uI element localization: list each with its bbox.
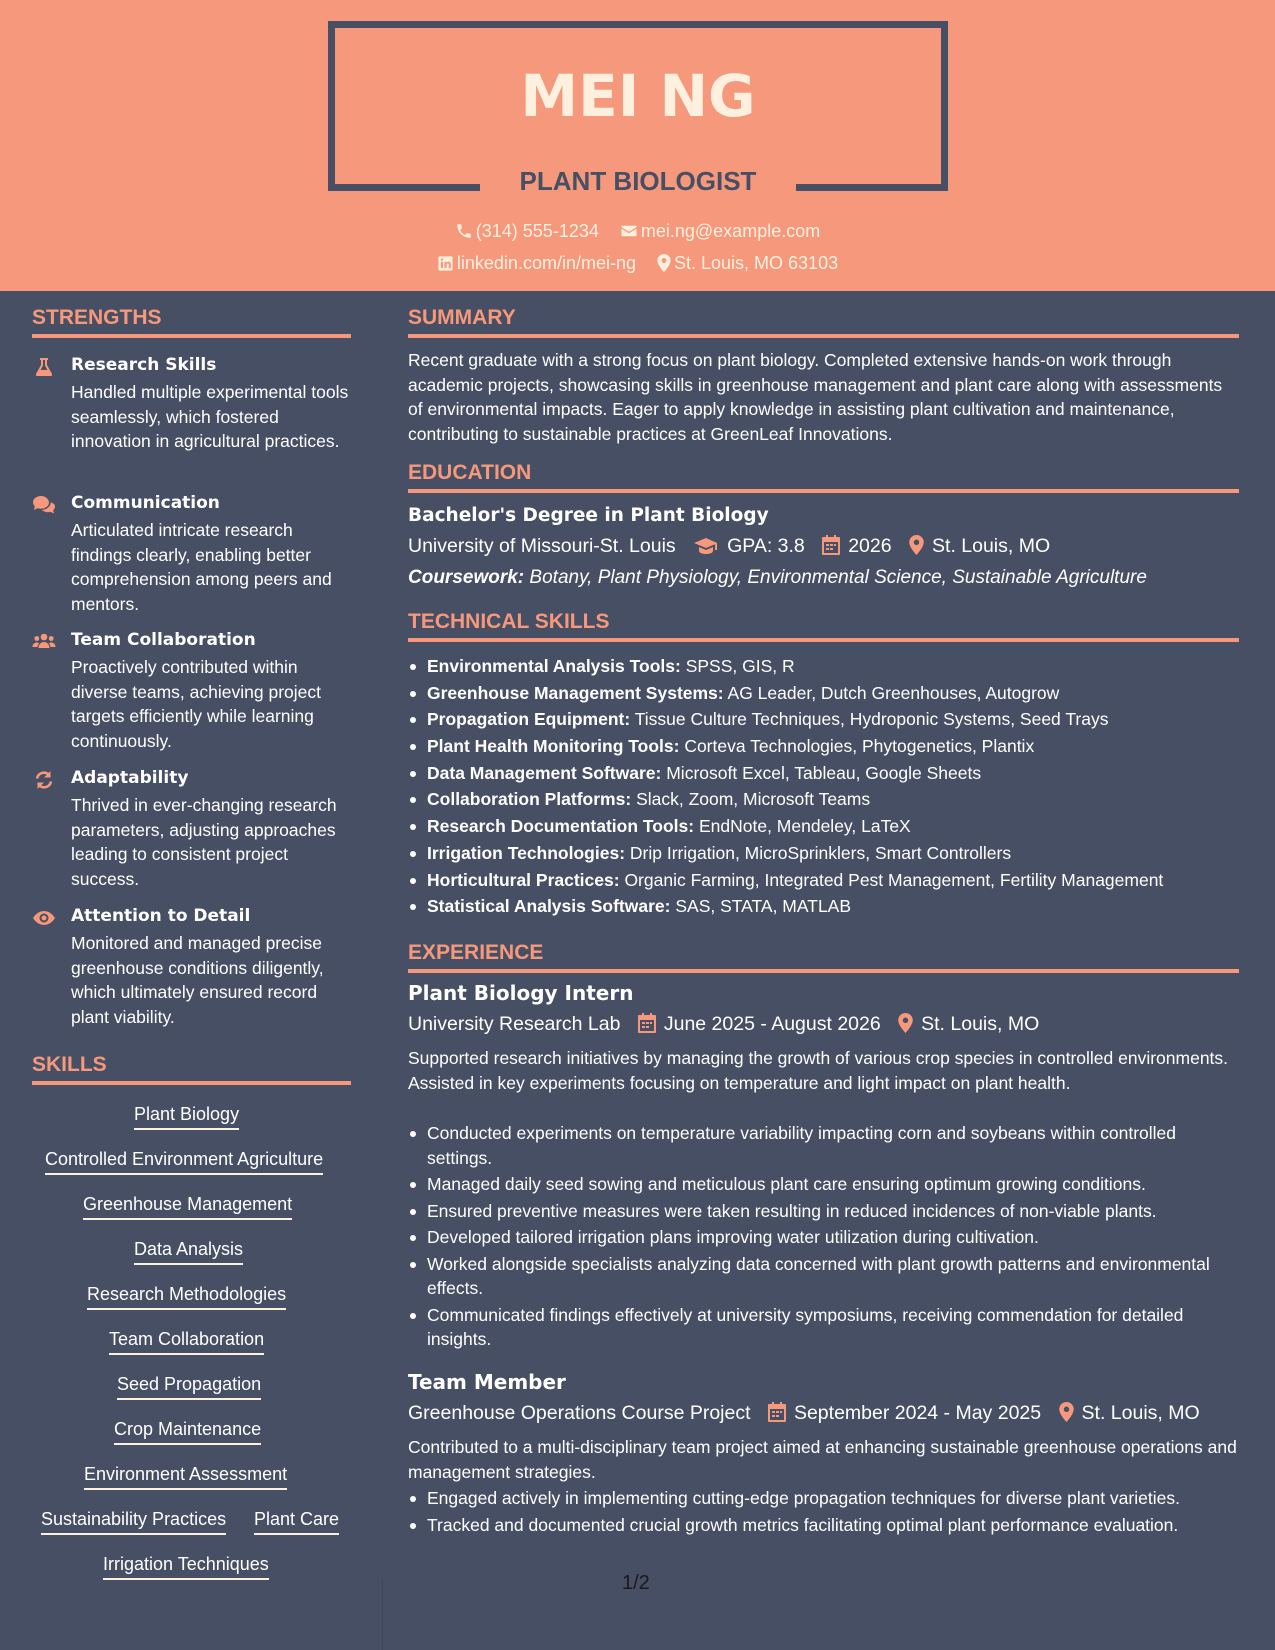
- strength-title: Adaptability: [71, 768, 189, 788]
- graduation-year: [822, 535, 891, 558]
- skill-category: Collaboration Platforms:: [427, 789, 632, 810]
- strengths-heading: STRENGTHS: [32, 306, 351, 338]
- contact-row-2: [0, 253, 1275, 274]
- skill-tag: Sustainability Practices: [41, 1509, 226, 1535]
- resume-header: [0, 0, 1275, 291]
- calendar-icon: [768, 1402, 786, 1422]
- list-item: [408, 814, 1242, 839]
- education-meta: [408, 535, 1062, 558]
- location-text: St. Louis, MO: [932, 535, 1051, 557]
- job-title: Plant Biology Intern: [408, 981, 634, 1005]
- skill-tag: Environment Assessment: [84, 1464, 287, 1490]
- education-heading: EDUCATION: [408, 461, 1239, 493]
- strength-desc: Articulated intricate research findings clearly, enabling better comprehension among peers and mentors.: [71, 520, 332, 614]
- contact-row-1: [0, 221, 1275, 242]
- list-item: [408, 841, 1242, 866]
- job-description: Supported research initiatives by managing the growth of various crop species in controlled environments. Assisted in key experiments focusing on temperature and light impact on plant health.: [408, 1048, 1229, 1093]
- skill-category: Horticultural Practices:: [427, 869, 620, 890]
- gpa-text: GPA: 3.8: [727, 535, 805, 557]
- strength-desc: Thrived in ever-changing research parameters, adjusting approaches leading to consistent project success.: [71, 795, 337, 889]
- skill-values: Microsoft Excel, Tableau, Google Sheets: [666, 762, 982, 783]
- linkedin-icon: [437, 255, 454, 272]
- degree-title: Bachelor's Degree in Plant Biology: [408, 505, 769, 526]
- job-dates: [638, 1013, 881, 1036]
- coursework-text: Botany, Plant Physiology, Environmental Science, Sustainable Agriculture: [529, 567, 1147, 588]
- skill-values: SAS, STATA, MATLAB: [675, 896, 852, 917]
- skill-tag: Team Collaboration: [109, 1329, 264, 1355]
- experience-heading: EXPERIENCE: [408, 941, 1239, 973]
- skill-category: Plant Health Monitoring Tools:: [427, 736, 680, 757]
- skill-values: Organic Farming, Integrated Pest Management, Fertility Management: [624, 869, 1164, 890]
- phone-icon: [455, 222, 473, 240]
- comments-icon: [32, 495, 56, 515]
- column-divider: [382, 1578, 383, 1650]
- skill-values: EndNote, Mendeley, LaTeX: [698, 816, 911, 837]
- eye-icon: [32, 908, 56, 928]
- strength-desc: Proactively contributed within diverse teams, achieving project targets efficiently while learning continuously.: [71, 657, 321, 751]
- strength-desc: Monitored and managed precise greenhouse conditions diligently, which ultimately ensured record plant viability.: [71, 933, 324, 1027]
- list-item: [408, 681, 1242, 706]
- coursework-label: Coursework:: [408, 567, 525, 588]
- skill-tag: Greenhouse Management: [83, 1194, 292, 1220]
- skill-values: Drip Irrigation, MicroSprinklers, Smart Controllers: [629, 842, 1012, 863]
- skill-tag: Plant Care: [254, 1509, 339, 1535]
- candidate-name: MEI NG: [520, 62, 756, 130]
- phone-text: (314) 555-1234: [475, 221, 599, 241]
- list-item: [408, 868, 1242, 893]
- skill-tag: Irrigation Techniques: [103, 1554, 269, 1580]
- list-item: Developed tailored irrigation plans improving water utilization during cultivation.: [408, 1225, 1242, 1250]
- summary-heading: SUMMARY: [408, 306, 1239, 338]
- candidate-title: PLANT BIOLOGIST: [519, 166, 757, 196]
- dates-text: September 2024 - May 2025: [793, 1402, 1042, 1424]
- map-marker-icon: [1059, 1402, 1074, 1422]
- strength-title: Communication: [71, 493, 220, 513]
- strength-title: Attention to Detail: [71, 906, 251, 926]
- list-item: Tracked and documented crucial growth metrics facilitating optimal plant performance evaluation.: [408, 1513, 1242, 1538]
- job-description: Contributed to a multi-disciplinary team project aimed at enhancing sustainable greenhouse operations and management strategies.: [408, 1437, 1237, 1482]
- strength-desc: Handled multiple experimental tools seamlessly, which fostered innovation in agricultural practices.: [71, 382, 349, 451]
- dates-text: June 2025 - August 2026: [663, 1013, 881, 1035]
- job-location: [1059, 1402, 1200, 1425]
- strength-title: Team Collaboration: [71, 630, 256, 650]
- sync-icon: [32, 770, 56, 790]
- list-item: Conducted experiments on temperature variability impacting corn and soybeans within controlled settings.: [408, 1121, 1242, 1170]
- location-text: St. Louis, MO: [1081, 1402, 1200, 1424]
- map-marker-icon: [657, 254, 671, 272]
- gpa: [693, 535, 805, 558]
- map-marker-icon: [909, 535, 924, 555]
- skill-tag: Controlled Environment Agriculture: [45, 1149, 323, 1175]
- skill-category: Greenhouse Management Systems:: [427, 682, 724, 703]
- skill-tag: Research Methodologies: [87, 1284, 286, 1310]
- skill-values: Corteva Technologies, Phytogenetics, Plantix: [684, 736, 1035, 757]
- contact-phone[interactable]: [455, 221, 599, 242]
- email-text: mei.ng@example.com: [640, 221, 821, 241]
- list-item: Ensured preventive measures were taken resulting in reduced incidences of non-viable plants.: [408, 1199, 1242, 1224]
- location-text: St. Louis, MO: [921, 1013, 1040, 1035]
- skill-tag: Crop Maintenance: [114, 1419, 261, 1445]
- job-bullets: [408, 1486, 1242, 1539]
- skill-category: Statistical Analysis Software:: [427, 896, 671, 917]
- list-item: [408, 654, 1242, 679]
- skill-values: Slack, Zoom, Microsoft Teams: [636, 789, 871, 810]
- job-org: Greenhouse Operations Course Project: [408, 1402, 751, 1424]
- graduation-cap-icon: [693, 537, 719, 555]
- skill-tag: Data Analysis: [134, 1239, 243, 1265]
- envelope-icon: [620, 222, 638, 240]
- list-item: Managed daily seed sowing and meticulous plant care ensuring optimum growing conditions.: [408, 1172, 1242, 1197]
- technical-skills-heading: TECHNICAL SKILLS: [408, 610, 1239, 642]
- skill-values: Tissue Culture Techniques, Hydroponic Systems, Seed Trays: [634, 709, 1109, 730]
- technical-skills-list: [408, 654, 1242, 921]
- linkedin-text: linkedin.com/in/mei-ng: [456, 253, 636, 273]
- skill-values: AG Leader, Dutch Greenhouses, Autogrow: [727, 682, 1060, 703]
- contact-linkedin[interactable]: [437, 253, 636, 274]
- job-title: Team Member: [408, 1370, 566, 1394]
- job-bullets: [408, 1121, 1242, 1354]
- map-marker-icon: [898, 1013, 913, 1033]
- list-item: Communicated findings effectively at university symposiums, receiving commendation for detailed insights.: [408, 1303, 1242, 1352]
- flask-icon: [32, 357, 56, 377]
- coursework: [408, 567, 1147, 589]
- skills-heading: SKILLS: [32, 1053, 351, 1085]
- list-item: [408, 761, 1242, 786]
- contact-email[interactable]: [620, 221, 820, 242]
- list-item: [408, 787, 1242, 812]
- list-item: Worked alongside specialists analyzing data concerned with plant growth patterns and environmental effects.: [408, 1252, 1242, 1301]
- skill-category: Environmental Analysis Tools:: [427, 656, 681, 676]
- job-location: [898, 1013, 1039, 1036]
- summary-text: Recent graduate with a strong focus on plant biology. Completed extensive hands-on work through academic projects, showcasing skills in greenhouse management and plant care along with assessments of environmental impacts. Eager to apply knowledge in assisting plant cultivation and maintenance, contributing to sustainable practices at GreenLeaf Innovations.: [408, 350, 1223, 444]
- list-item: [408, 894, 1242, 919]
- list-item: [408, 707, 1242, 732]
- skill-values: SPSS, GIS, R: [685, 656, 795, 676]
- job-dates: [768, 1402, 1041, 1425]
- skill-category: Data Management Software:: [427, 762, 662, 783]
- year-text: 2026: [848, 535, 892, 557]
- job-meta: [408, 1013, 1051, 1036]
- calendar-icon: [822, 535, 840, 555]
- list-item: Engaged actively in implementing cutting-edge propagation techniques for diverse plant varieties.: [408, 1486, 1242, 1511]
- school-name: University of Missouri-St. Louis: [408, 535, 676, 557]
- skill-tag: Plant Biology: [134, 1104, 239, 1130]
- location-text: St. Louis, MO 63103: [674, 253, 839, 273]
- users-icon: [32, 632, 56, 652]
- calendar-icon: [638, 1013, 656, 1033]
- skill-category: Irrigation Technologies:: [427, 842, 626, 863]
- job-org: University Research Lab: [408, 1013, 621, 1035]
- list-item: [408, 734, 1242, 759]
- skill-category: Propagation Equipment:: [427, 709, 631, 730]
- job-meta: [408, 1402, 1212, 1425]
- education-location: [909, 535, 1050, 558]
- skill-tag: Seed Propagation: [117, 1374, 261, 1400]
- contact-location: [657, 253, 838, 274]
- skill-category: Research Documentation Tools:: [427, 816, 695, 837]
- strength-title: Research Skills: [71, 355, 217, 375]
- page-number: 1/2: [622, 1572, 650, 1594]
